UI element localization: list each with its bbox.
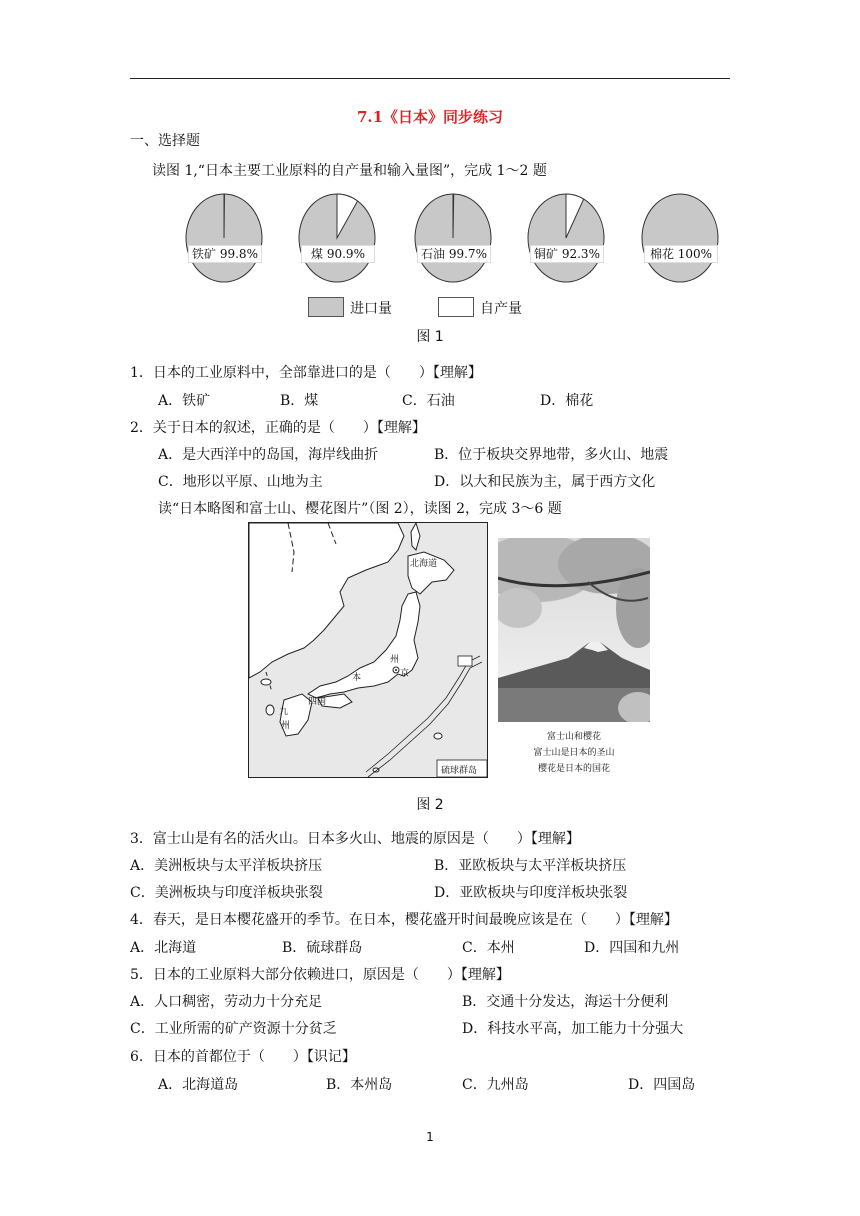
q5-option-d: D．科技水平高，加工能力十分强大 bbox=[462, 1021, 684, 1037]
q6-option-d: D．四国岛 bbox=[628, 1077, 696, 1093]
map-label-ryukyu: 硫球群岛 bbox=[441, 766, 478, 776]
question-4-stem: 4．春天，是日本樱花盛开的季节。在日本，樱花盛开时间最晚应该是在（ ）【理解】 bbox=[130, 912, 678, 928]
q3-option-a: A．美洲板块与太平洋板块挤压 bbox=[130, 858, 323, 874]
map-label-kyushu-1: 九 bbox=[279, 707, 289, 717]
map-label-kyushu-2: 州 bbox=[281, 721, 291, 731]
q2-option-d: D．以大和民族为主，属于西方文化 bbox=[434, 474, 656, 490]
section-heading: 一、选择题 bbox=[130, 133, 200, 149]
question-2-stem: 2．关于日本的叙述，正确的是（ ）【理解】 bbox=[130, 420, 426, 436]
question-5-stem: 5．日本的工业原料大部分依赖进口，原因是（ ）【理解】 bbox=[130, 967, 510, 983]
figure-1-caption: 图 1 bbox=[416, 329, 444, 345]
figure-2-caption: 图 2 bbox=[416, 797, 444, 813]
q6-option-a: A．北海道岛 bbox=[158, 1077, 239, 1093]
photo-caption-line-1: 富士山是日本的圣山 bbox=[533, 748, 615, 758]
pie-1-label: 铁矿 99.8% bbox=[188, 245, 262, 263]
pie-4-label: 铜矿 92.3% bbox=[530, 245, 604, 263]
map-label-honshu-1: 本 bbox=[352, 673, 362, 683]
legend-swatch-import bbox=[308, 297, 344, 317]
map-label-shikoku: 四国 bbox=[308, 697, 327, 707]
pie-3-label: 石油 99.7% bbox=[417, 245, 491, 263]
question-3-stem: 3．富士山是有名的活火山。日本多火山、地震的原因是（ ）【理解】 bbox=[130, 831, 580, 847]
question-6-stem: 6．日本的首都位于（ ）【识记】 bbox=[130, 1049, 356, 1065]
legend-label-self: 自产量 bbox=[480, 301, 522, 317]
map-label-hokkaido: 北海道 bbox=[410, 559, 438, 569]
q2-option-c: C．地形以平原、山地为主 bbox=[158, 474, 323, 490]
q1-option-a: A．铁矿 bbox=[158, 393, 211, 409]
q6-option-c: C．九州岛 bbox=[462, 1077, 529, 1093]
q6-option-b: B．本州岛 bbox=[326, 1077, 393, 1093]
map-label-tokyo: 京 bbox=[400, 669, 410, 679]
q5-option-a: A．人口稠密，劳动力十分充足 bbox=[130, 994, 323, 1010]
question-1-stem: 1．日本的工业原料中，全部靠进口的是（ ）【理解】 bbox=[130, 365, 482, 381]
q3-option-d: D．亚欧板块与印度洋板块张裂 bbox=[434, 885, 628, 901]
pie-5-import-slice bbox=[642, 194, 718, 282]
q2-option-a: A．是大西洋中的岛国，海岸线曲折 bbox=[158, 447, 379, 463]
legend-label-import: 进口量 bbox=[350, 301, 392, 317]
q1-option-c: C．石油 bbox=[402, 393, 455, 409]
q4-option-b: B．硫球群岛 bbox=[282, 940, 363, 956]
q5-option-b: B．交通十分发达，海运十分便利 bbox=[462, 994, 669, 1010]
japan-map bbox=[248, 522, 488, 778]
q1-option-d: D．棉花 bbox=[540, 393, 594, 409]
photo-caption-title: 富士山和樱花 bbox=[546, 732, 601, 742]
fuji-sakura-photo bbox=[498, 538, 650, 722]
page-number: 1 bbox=[426, 1130, 434, 1144]
photo-caption-line-2: 樱花是日本的国花 bbox=[537, 764, 610, 774]
pie-2-label: 煤 90.9% bbox=[301, 245, 375, 263]
legend-swatch-self bbox=[438, 297, 474, 317]
q4-option-a: A．北海道 bbox=[130, 940, 197, 956]
q4-option-c: C．本州 bbox=[462, 940, 515, 956]
q4-option-d: D．四国和九州 bbox=[584, 940, 680, 956]
pie-5-label: 棉花 100% bbox=[644, 245, 718, 263]
q1-option-b: B．煤 bbox=[280, 393, 319, 409]
intro-text-1: 读图 1,“日本主要工业原料的自产量和输入量图”，完成 1～2 题 bbox=[152, 163, 547, 179]
q2-option-b: B．位于板块交界地带，多火山、地震 bbox=[434, 447, 669, 463]
intro-text-2: 读“日本略图和富士山、樱花图片”（图 2），读图 2，完成 3～6 题 bbox=[158, 501, 562, 517]
map-label-honshu-2: 州 bbox=[390, 655, 400, 665]
q3-option-c: C．美洲板块与印度洋板块张裂 bbox=[130, 885, 323, 901]
page-title: 7.1《日本》同步练习 bbox=[356, 108, 504, 126]
q5-option-c: C．工业所需的矿产资源十分贫乏 bbox=[130, 1021, 337, 1037]
q3-option-b: B．亚欧板块与太平洋板块挤压 bbox=[434, 858, 627, 874]
